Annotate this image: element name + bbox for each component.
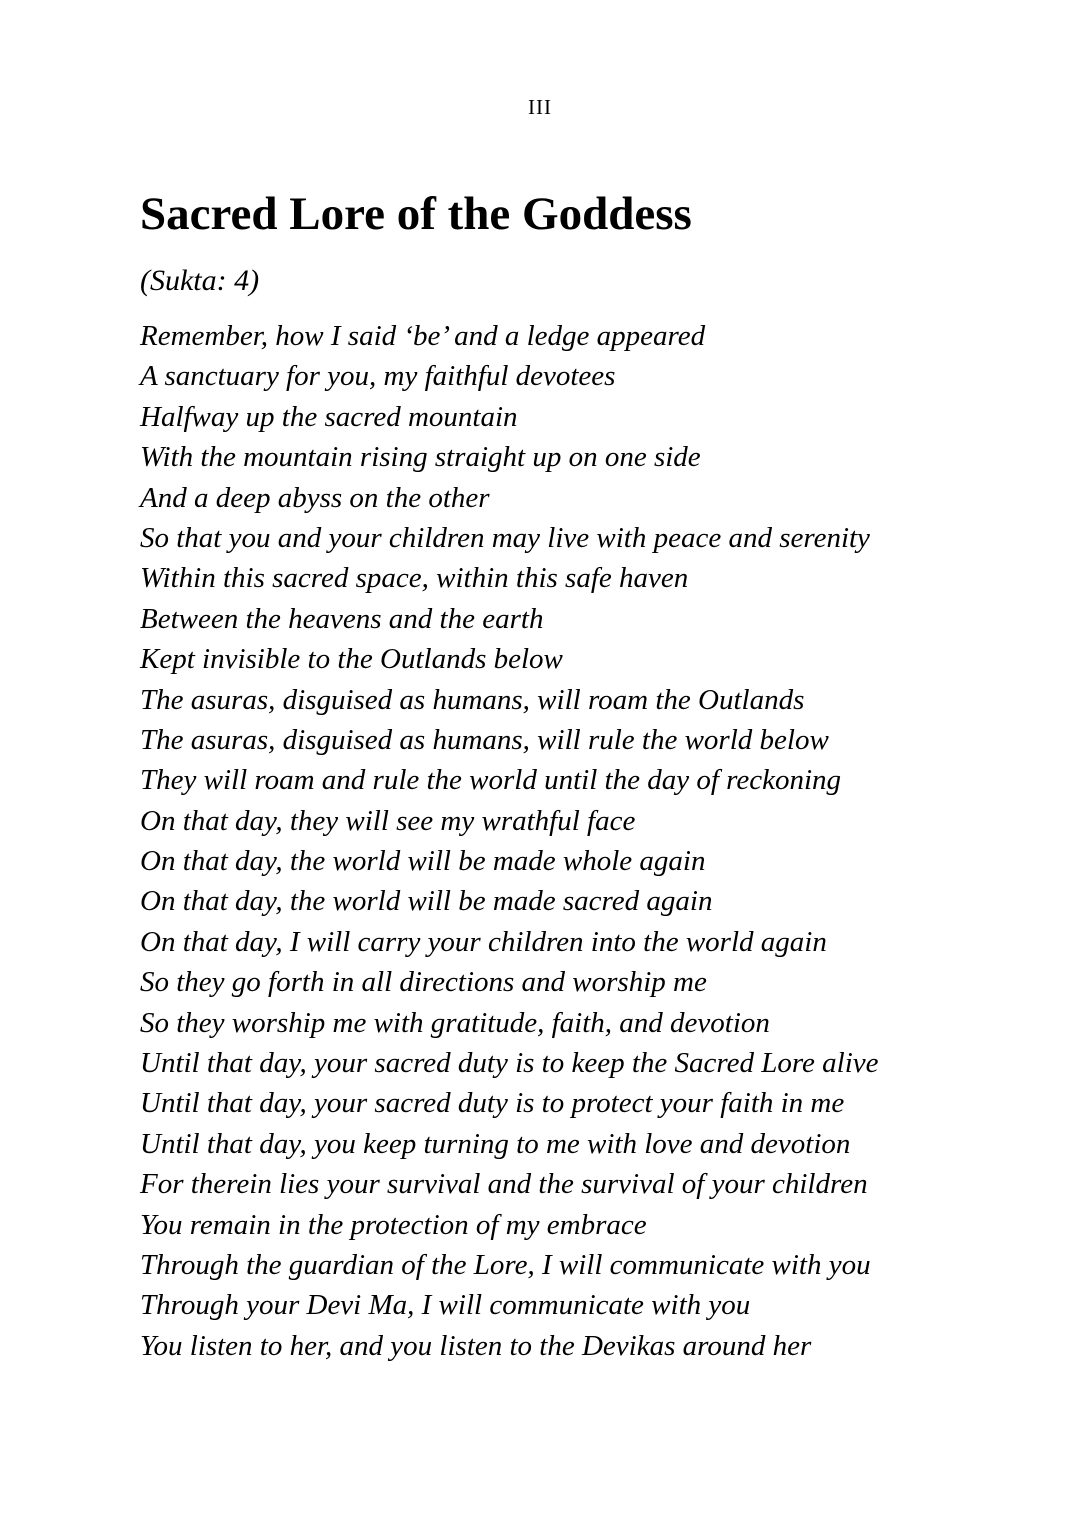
poem-line: Until that day, your sacred duty is to protect your faith in me [140,1087,845,1120]
poem-line: Through your Devi Ma, I will communicate with you [140,1289,751,1322]
poem-line: Remember, how I said ‘be’ and a ledge appeared [140,320,706,352]
poem-line: The asuras, disguised as humans, will roam the Outlands [140,683,805,716]
poem-line: Halfway up the sacred mountain [140,400,518,433]
poem-line: On that day, the world will be made whole again [140,845,706,878]
poem-line: Through the guardian of the Lore, I will communicate with you [140,1248,871,1281]
poem-line: So that you and your children may live with peace and serenity [140,521,870,554]
poem-line: With the mountain rising straight up on one side [140,441,701,474]
poem-line: Until that day, you keep turning to me with love and devotion [140,1127,851,1160]
poem-line: The asuras, disguised as humans, will rule the world below [140,723,829,756]
poem-line: So they go forth in all directions and worship me [140,966,707,999]
poem-line: You remain in the protection of my embrace [140,1208,647,1241]
poem-line: Within this sacred space, within this safe haven [140,562,689,595]
poem-line: Kept invisible to the Outlands below [140,643,563,676]
poem-line: They will roam and rule the world until the day of reckoning [140,764,842,797]
poem-line: You listen to her, and you listen to the Devikas around her [140,1329,812,1362]
poem-line: On that day, the world will be made sacred again [140,885,713,918]
poem-line: On that day, I will carry your children into the world again [140,925,827,958]
sukta-subtitle: (Sukta: 4) [140,264,260,297]
poem-line: For therein lies your survival and the survival of your children [140,1168,868,1201]
poem-line: And a deep abyss on the other [140,481,490,514]
chapter-title: Sacred Lore of the Goddess [140,188,692,240]
poem-line: So they worship me with gratitude, faith, and devotion [140,1006,770,1039]
poem-line: Between the heavens and the earth [140,602,544,635]
poem-line: A sanctuary for you, my faithful devotees [140,360,616,393]
poem-verse [140,316,1040,1366]
poem-line: Until that day, your sacred duty is to keep the Sacred Lore alive [140,1047,879,1080]
poem-line: On that day, they will see my wrathful face [140,804,636,837]
page-number: III [528,95,552,119]
